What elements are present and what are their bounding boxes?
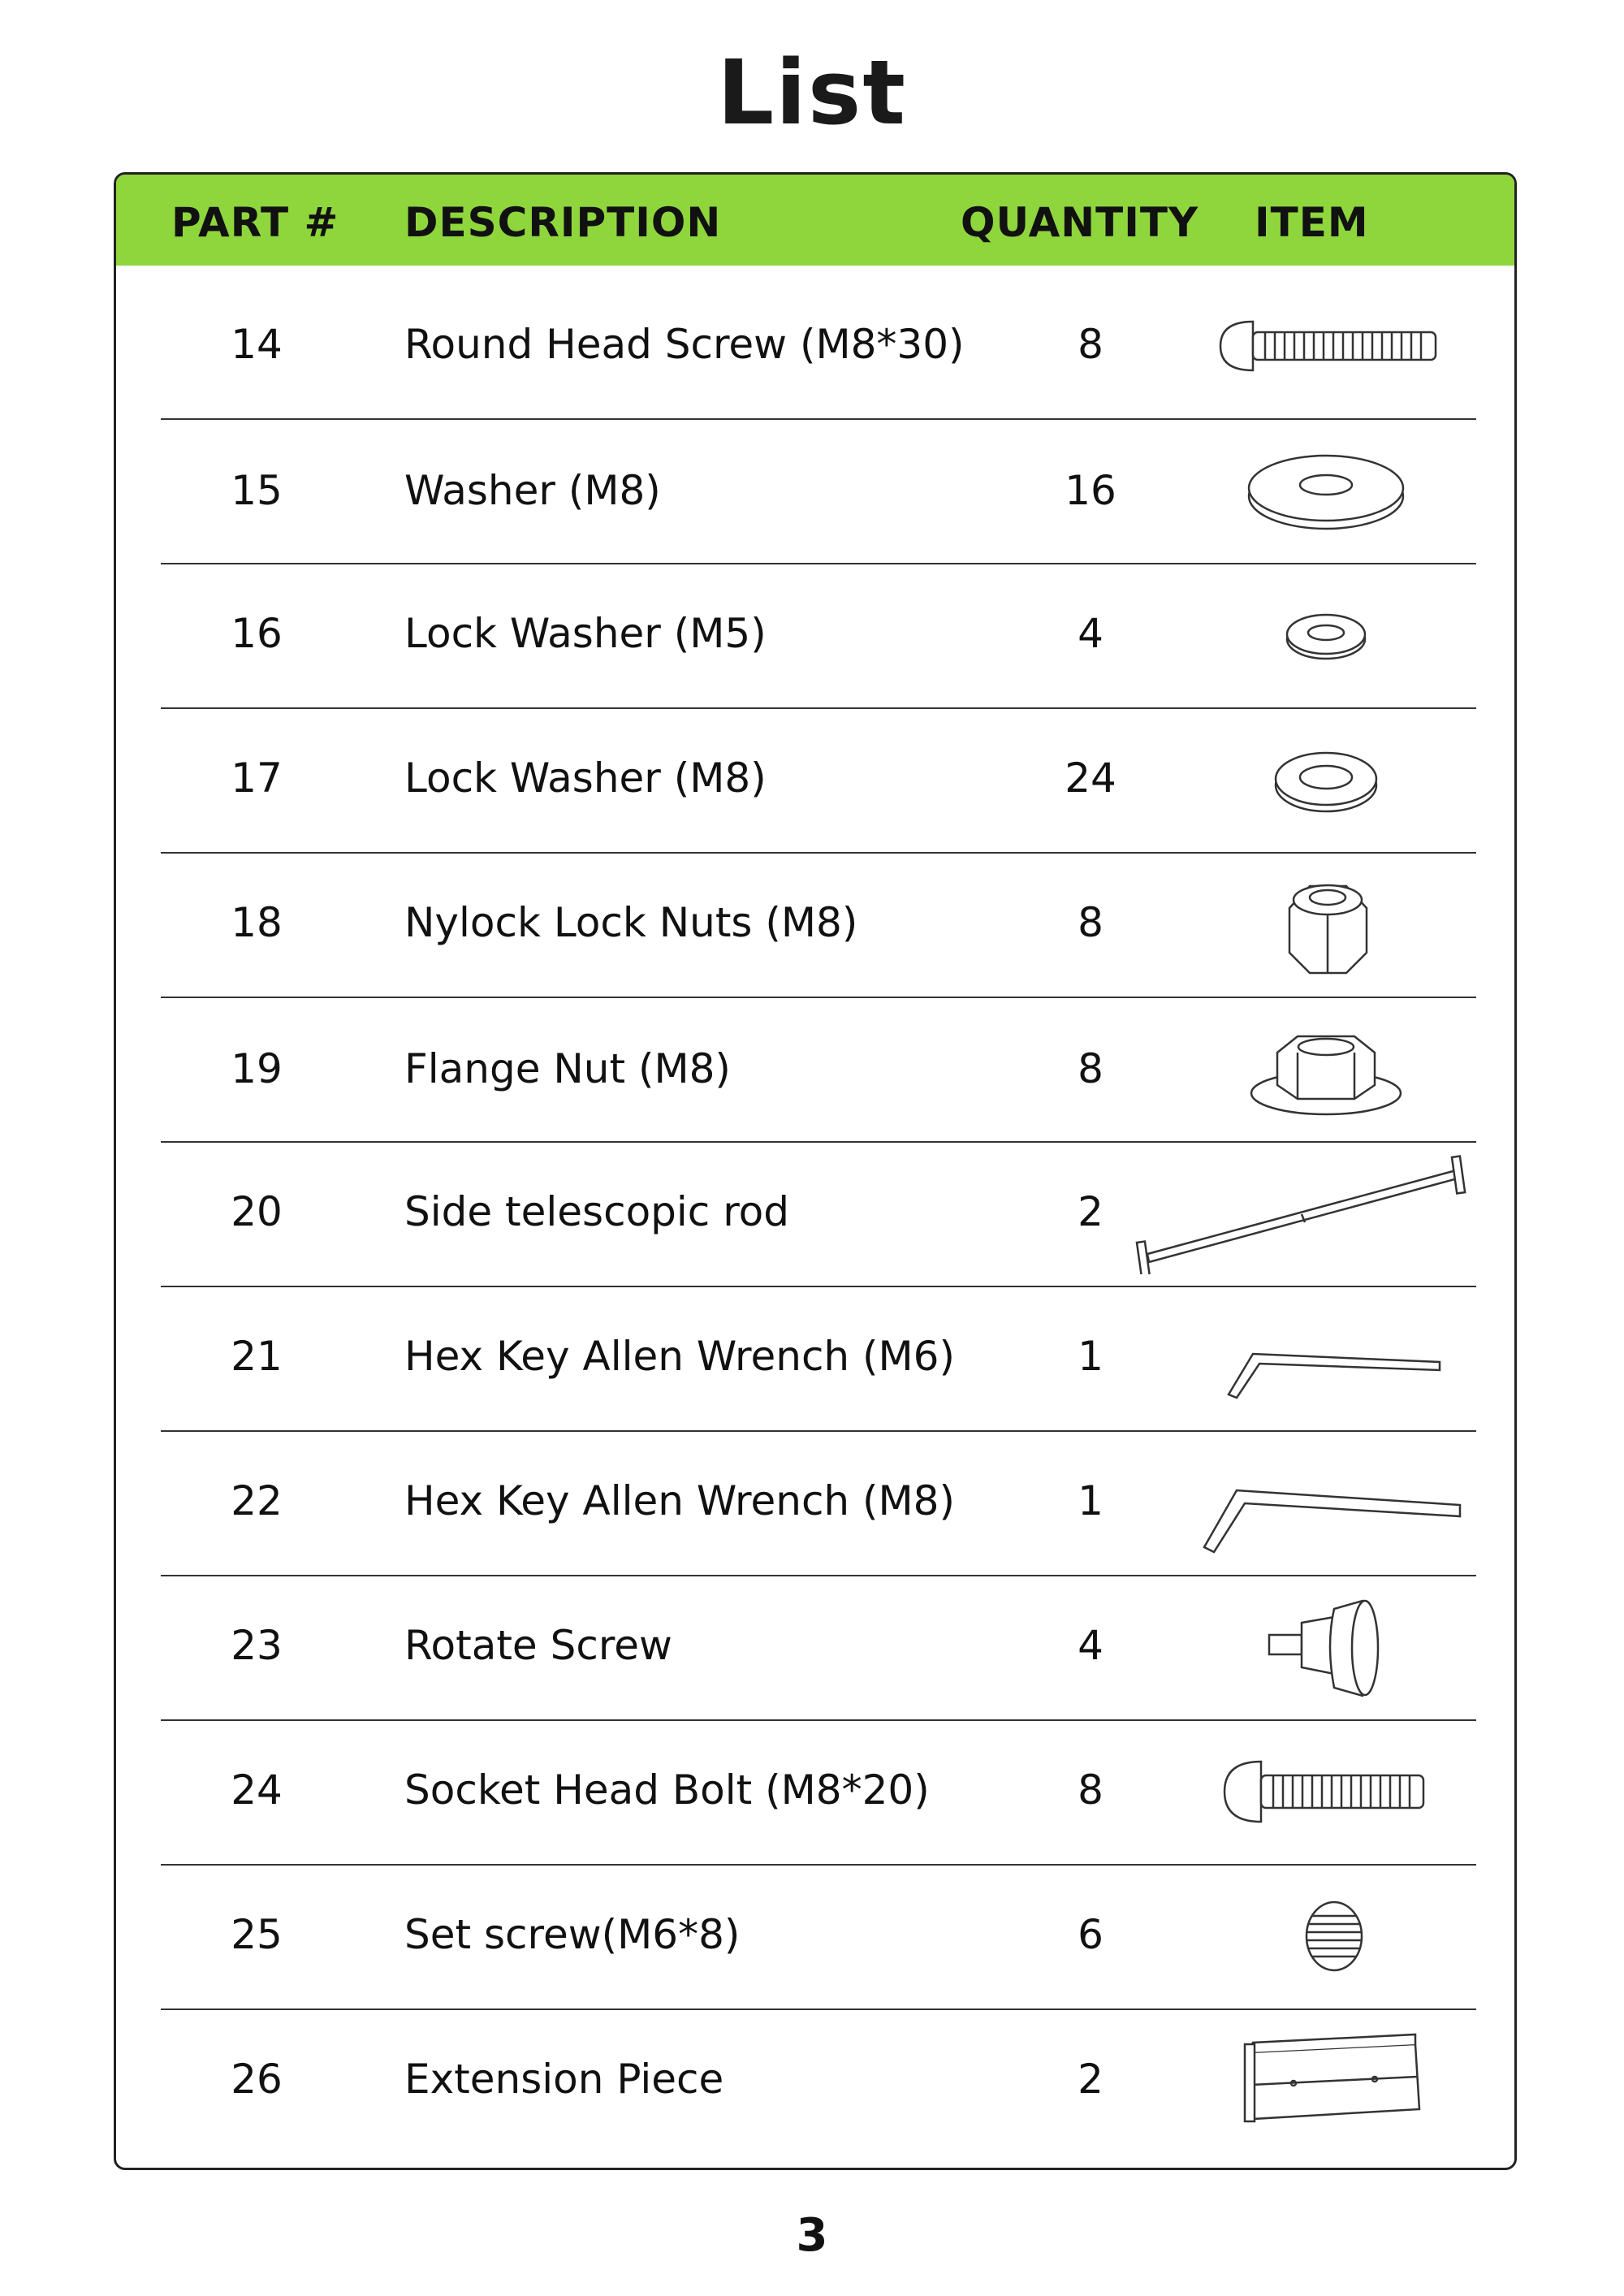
flange-nut-icon [1172,1008,1464,1130]
part-number: 19 [231,1045,283,1092]
part-number: 15 [231,467,283,514]
rotate-screw-knob-icon [1172,1586,1464,1708]
header-quantity: QUANTITY [961,199,1199,246]
part-description: Extension Piece [404,2056,724,2103]
part-description: Washer (M8) [404,467,661,514]
part-quantity: 4 [1078,1622,1104,1669]
part-quantity: 8 [1078,321,1104,368]
part-number: 18 [231,899,283,946]
header-description: DESCRIPTION [404,199,722,246]
part-quantity: 8 [1078,1045,1104,1092]
header-part: PART # [171,199,339,246]
part-quantity: 4 [1078,610,1104,657]
part-number: 20 [231,1188,283,1235]
table-row [116,1430,1514,1575]
table-header [116,175,1514,266]
telescopic-rod-icon [1131,1152,1472,1274]
parts-table [114,172,1517,2170]
header-item: ITEM [1255,199,1369,246]
part-description: Lock Washer (M8) [404,755,767,802]
table-row [116,2008,1514,2153]
part-description: Flange Nut (M8) [404,1045,731,1092]
part-quantity: 1 [1078,1477,1104,1524]
part-description: Round Head Screw (M8*30) [404,321,965,368]
part-number: 23 [231,1622,283,1669]
washer-icon [1172,430,1464,551]
lock-washer-small-icon [1172,574,1464,696]
part-quantity: 24 [1065,755,1116,802]
part-number: 21 [231,1333,283,1380]
part-number: 25 [231,1911,283,1958]
lock-washer-icon [1172,719,1464,841]
table-row [116,1286,1514,1430]
table-row [116,1864,1514,2008]
part-description: Socket Head Bolt (M8*20) [404,1766,930,1814]
part-quantity: 16 [1065,467,1116,514]
table-row [116,274,1514,418]
table-row [116,1141,1514,1286]
part-quantity: 2 [1078,1188,1104,1235]
table-row [116,997,1514,1141]
set-screw-icon [1172,1875,1464,1997]
part-quantity: 6 [1078,1911,1104,1958]
table-row [116,1719,1514,1864]
part-quantity: 8 [1078,899,1104,946]
part-quantity: 2 [1078,2056,1104,2103]
nylock-nut-icon [1172,863,1464,985]
extension-piece-icon [1172,2020,1464,2142]
table-row [116,707,1514,852]
part-number: 26 [231,2056,283,2103]
part-number: 16 [231,610,283,657]
part-description: Rotate Screw [404,1622,672,1669]
table-row [116,1575,1514,1719]
table-row [116,852,1514,997]
allen-wrench-icon [1172,1442,1464,1563]
part-quantity: 1 [1078,1333,1104,1380]
part-description: Hex Key Allen Wrench (M8) [404,1477,955,1524]
part-description: Hex Key Allen Wrench (M6) [404,1333,955,1380]
page-title: List [717,41,907,145]
table-row [116,563,1514,707]
allen-wrench-small-icon [1172,1297,1464,1419]
part-description: Side telescopic rod [404,1188,789,1235]
table-row [116,418,1514,563]
part-number: 22 [231,1477,283,1524]
part-description: Set screw(M6*8) [404,1911,741,1958]
socket-head-bolt-icon [1172,1731,1464,1853]
part-description: Nylock Lock Nuts (M8) [404,899,858,946]
part-quantity: 8 [1078,1766,1104,1814]
round-head-screw-icon [1172,285,1464,407]
part-number: 14 [231,321,283,368]
part-number: 17 [231,755,283,802]
part-number: 24 [231,1766,283,1814]
part-description: Lock Washer (M5) [404,610,767,657]
page-number: 3 [796,2209,828,2262]
